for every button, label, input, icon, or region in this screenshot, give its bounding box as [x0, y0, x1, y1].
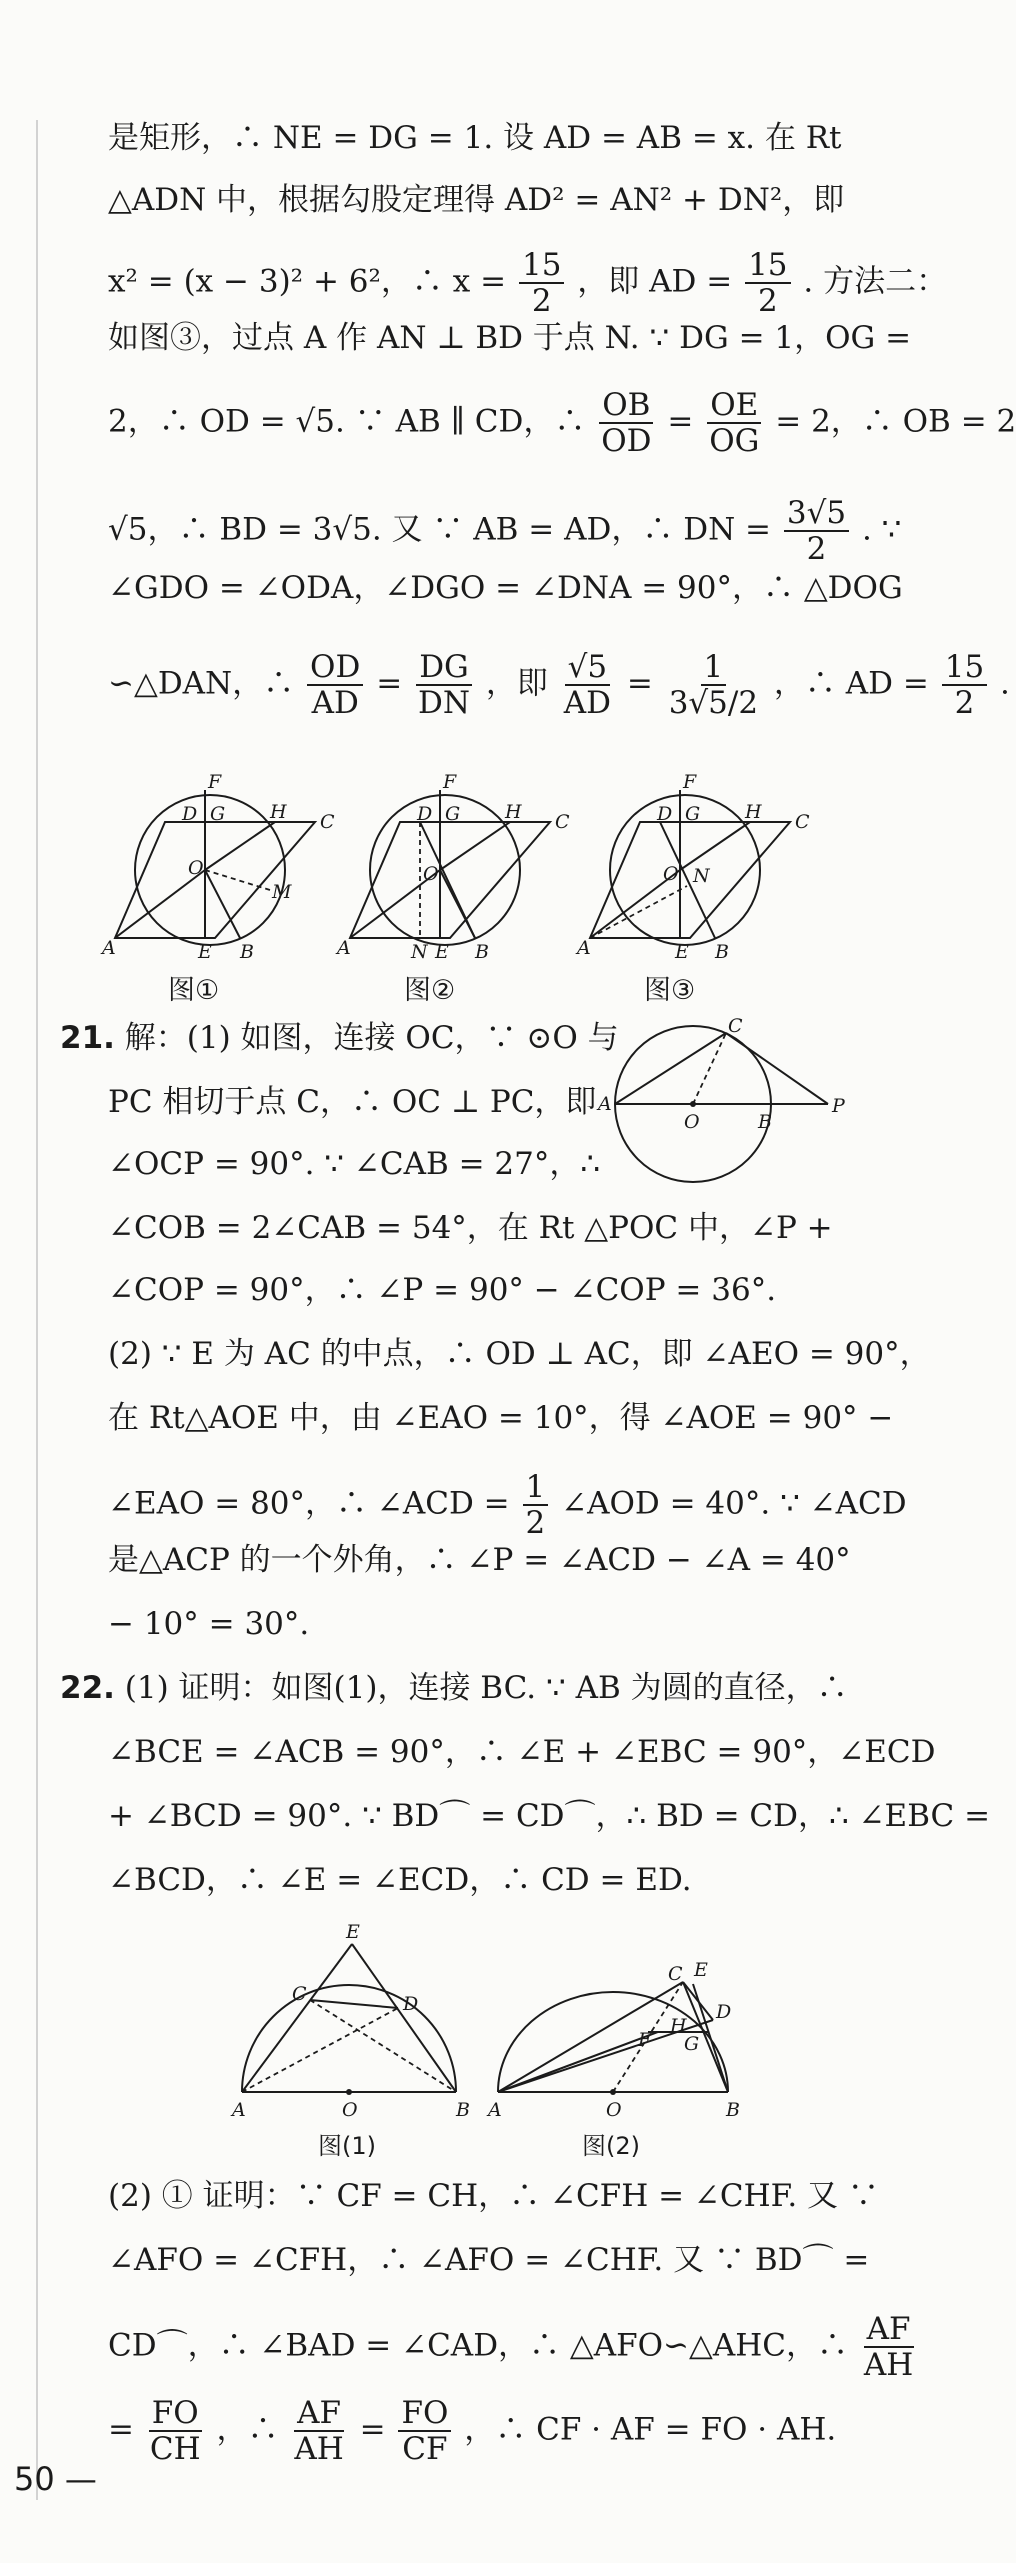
- q22-figure-1-caption: 图(1): [318, 2132, 376, 2160]
- label-d: D: [417, 803, 433, 825]
- fraction: [398, 2396, 451, 2466]
- text-line: (2) ∵ E 为 AC 的中点，∴ OD ⊥ AC，即 ∠AEO = 90°，: [108, 1336, 931, 1372]
- text-line: △ADN 中，根据勾股定理得 AD² = AN² + DN²，即: [108, 182, 845, 218]
- q22-figure-2-caption: 图(2): [582, 2132, 640, 2160]
- fraction-num: AF: [294, 2396, 344, 2432]
- question-number: 21.: [60, 1020, 115, 1056]
- figure-2: [335, 771, 570, 963]
- fraction-den: 2: [806, 531, 827, 567]
- label-o: O: [188, 857, 204, 879]
- fraction-num: AF: [864, 2312, 914, 2348]
- label-f: F: [683, 771, 697, 793]
- center-point: [346, 2089, 352, 2095]
- text-line: [108, 2396, 848, 2466]
- text-line: [60, 1668, 848, 1708]
- fraction-num: OB: [599, 388, 653, 424]
- text-line: ∠GDO = ∠ODA，∠DGO = ∠DNA = 90°，∴ △DOG: [108, 570, 903, 606]
- label-n: N: [693, 865, 710, 887]
- label-a: A: [488, 2099, 502, 2121]
- text-span: 解：(1) 如图，连接 OC，∵ ⊙O 与: [124, 1020, 619, 1056]
- label-h: H: [270, 801, 287, 823]
- text-line: ∠AFO = ∠CFH，∴ ∠AFO = ∠CHF. 又 ∵ BD⌒ =: [108, 2242, 870, 2278]
- text-line: [108, 495, 902, 567]
- figure-3-caption: 图③: [644, 975, 696, 1006]
- text-line: [108, 1469, 907, 1541]
- text-span: ，∴ CF · AF = FO · AH.: [464, 2411, 837, 2448]
- text-span: ，∴ AD =: [773, 665, 929, 702]
- fraction-num: DG: [416, 650, 472, 686]
- fraction: [666, 650, 761, 720]
- fraction-den: 2: [531, 283, 552, 319]
- fraction-num: 1: [523, 1470, 549, 1506]
- fraction: [307, 650, 363, 720]
- fraction: [519, 248, 564, 318]
- text-span: =: [626, 665, 653, 702]
- text-span: . 方法二：: [803, 263, 948, 300]
- label-c: C: [320, 811, 335, 833]
- text-span: x² = (x − 3)² + 6²，∴ x =: [108, 263, 507, 300]
- fraction-den: 2: [954, 685, 975, 721]
- label-a: A: [598, 1093, 612, 1115]
- fraction-den: CH: [149, 2431, 201, 2467]
- text-span: ，即: [485, 665, 548, 702]
- text-line: + ∠BCD = 90°. ∵ BD⌒ = CD⌒，∴ BD = CD，∴ ∠EBC =: [108, 1798, 991, 1834]
- fraction-num: FO: [398, 2396, 451, 2432]
- fraction-num: OD: [307, 650, 363, 686]
- text-line: PC 相切于点 C，∴ OC ⊥ PC，即: [108, 1084, 597, 1120]
- fraction-num: 1: [701, 650, 727, 686]
- fraction-num: 15: [745, 248, 790, 284]
- figure-row-q22: [228, 1920, 748, 2130]
- label-a: A: [337, 937, 351, 959]
- label-h: H: [745, 801, 762, 823]
- text-line: 在 Rt△AOE 中，由 ∠EAO = 10°，得 ∠AOE = 90° −: [108, 1400, 894, 1436]
- fraction: [598, 388, 654, 458]
- label-d: D: [716, 2001, 732, 2023]
- label-b: B: [726, 2099, 740, 2121]
- text-span: . ∵: [861, 511, 902, 548]
- label-c: C: [555, 811, 570, 833]
- fraction-num: OE: [707, 388, 761, 424]
- label-b: B: [456, 2099, 470, 2121]
- label-c: C: [292, 1983, 307, 2005]
- figure-1: [100, 771, 335, 963]
- text-span: ∽△DAN，∴: [108, 665, 295, 702]
- text-span: √5，∴ BD = 3√5. 又 ∵ AB = AD，∴ DN =: [108, 511, 772, 548]
- figure-3: [575, 771, 810, 963]
- fraction-den: AH: [863, 2347, 914, 2383]
- label-a: A: [102, 937, 116, 959]
- fraction-num: FO: [149, 2396, 202, 2432]
- fraction-den: OD: [601, 423, 652, 459]
- text-span: ，即 AD =: [577, 263, 733, 300]
- label-o: O: [423, 863, 439, 885]
- fraction-den: AD: [563, 685, 611, 721]
- fraction-den: OG: [709, 423, 760, 459]
- label-b: B: [715, 941, 729, 963]
- label-o: O: [606, 2099, 622, 2121]
- center-point: [610, 2089, 616, 2095]
- fraction-den: DN: [418, 685, 471, 721]
- text-line: [108, 2311, 914, 2383]
- figure-2-caption: 图②: [404, 975, 456, 1006]
- label-d: D: [182, 803, 198, 825]
- label-h: H: [670, 2015, 687, 2037]
- fraction: [861, 2312, 916, 2382]
- label-c: C: [668, 1963, 683, 1985]
- label-h: H: [505, 801, 522, 823]
- text-line: 是矩形，∴ NE = DG = 1. 设 AD = AB = x. 在 Rt: [108, 120, 842, 156]
- text-line: [108, 247, 948, 319]
- text-line: 是△ACP 的一个外角，∴ ∠P = ∠ACD − ∠A = 40°: [108, 1542, 851, 1578]
- label-g: G: [445, 803, 461, 825]
- text-line: ∠BCD，∴ ∠E = ∠ECD，∴ CD = ED.: [108, 1862, 692, 1898]
- text-span: ∠AOD = 40°. ∵ ∠ACD: [561, 1485, 907, 1522]
- label-e: E: [675, 941, 689, 963]
- fraction: [784, 496, 849, 566]
- fraction: [745, 248, 790, 318]
- question-number: 22.: [60, 1670, 115, 1706]
- figure-q21: [588, 1015, 848, 1198]
- fraction-den: CF: [402, 2431, 448, 2467]
- label-c: C: [728, 1015, 743, 1037]
- text-span: =: [667, 403, 694, 440]
- fraction: [706, 388, 762, 458]
- label-b: B: [475, 941, 489, 963]
- text-span: .: [1000, 665, 1010, 702]
- text-span: ，∴: [216, 2411, 279, 2448]
- fraction: [561, 650, 614, 720]
- fraction-den: 3√5/2: [668, 685, 759, 721]
- fraction-num: 15: [942, 650, 987, 686]
- text-span: =: [376, 665, 403, 702]
- text-span: =: [359, 2411, 386, 2448]
- q22-figure-1: [230, 1921, 470, 2121]
- label-o: O: [663, 863, 679, 885]
- text-line: − 10° = 30°.: [108, 1606, 310, 1642]
- fraction: [942, 650, 987, 720]
- center-point: [690, 1101, 696, 1107]
- label-g: G: [210, 803, 226, 825]
- fraction-num: √5: [565, 650, 610, 686]
- text-line: (2) ① 证明：∵ CF = CH，∴ ∠CFH = ∠CHF. 又 ∵: [108, 2178, 879, 2214]
- label-n: N: [411, 941, 428, 963]
- label-a: A: [577, 937, 591, 959]
- text-line: 如图③，过点 A 作 AN ⊥ BD 于点 N. ∵ DG = 1，OG =: [108, 320, 912, 356]
- fraction: [147, 2396, 204, 2466]
- text-line: ∠OCP = 90°. ∵ ∠CAB = 27°，∴: [108, 1146, 601, 1182]
- text-line: ∠BCE = ∠ACB = 90°，∴ ∠E + ∠EBC = 90°，∠ECD: [108, 1734, 936, 1770]
- q22-figure-2: [486, 1959, 740, 2121]
- label-f: F: [638, 2029, 652, 2051]
- label-d: D: [657, 803, 673, 825]
- label-g: G: [684, 2033, 700, 2055]
- fraction-den: 2: [525, 1505, 546, 1541]
- text-span: 2，∴ OD = √5. ∵ AB ∥ CD，∴: [108, 403, 586, 440]
- label-e: E: [346, 1921, 360, 1943]
- label-o: O: [684, 1111, 700, 1133]
- text-line: [108, 387, 1016, 459]
- label-f: F: [443, 771, 457, 793]
- fraction: [291, 2396, 346, 2466]
- fraction-den: AD: [311, 685, 359, 721]
- text-span: =: [108, 2411, 134, 2448]
- label-e: E: [694, 1959, 708, 1981]
- text-span: CD⌒，∴ ∠BAD = ∠CAD，∴ △AFO∽△AHC，∴: [108, 2327, 849, 2364]
- text-line: ∠COB = 2∠CAB = 54°，在 Rt △POC 中，∠P +: [108, 1210, 833, 1246]
- page-number: 50 —: [14, 2460, 97, 2498]
- margin-rule: [36, 120, 38, 2500]
- fraction-den: AH: [294, 2431, 344, 2467]
- label-m: M: [272, 881, 292, 903]
- text-line: [108, 649, 1010, 721]
- label-d: D: [403, 1993, 419, 2015]
- label-o: O: [342, 2099, 358, 2121]
- label-e: E: [198, 941, 212, 963]
- label-p: P: [832, 1095, 845, 1117]
- label-e: E: [435, 941, 449, 963]
- label-b: B: [758, 1111, 772, 1133]
- fraction: [415, 650, 473, 720]
- text-line: ∠COP = 90°，∴ ∠P = 90° − ∠COP = 36°.: [108, 1272, 777, 1308]
- text-span: = 2，∴ OB = 2: [775, 403, 1016, 440]
- fraction-den: 2: [757, 283, 778, 319]
- fraction-num: 15: [519, 248, 564, 284]
- fraction-num: 3√5: [784, 496, 849, 532]
- text-span: ∠EAO = 80°，∴ ∠ACD =: [108, 1485, 510, 1522]
- text-span: (1) 证明：如图(1)，连接 BC. ∵ AB 为圆的直径，∴: [124, 1670, 848, 1706]
- figure-1-caption: 图①: [168, 975, 220, 1006]
- label-b: B: [240, 941, 254, 963]
- label-g: G: [685, 803, 701, 825]
- label-f: F: [208, 771, 222, 793]
- label-c: C: [795, 811, 810, 833]
- label-a: A: [232, 2099, 246, 2121]
- fraction: [523, 1470, 549, 1540]
